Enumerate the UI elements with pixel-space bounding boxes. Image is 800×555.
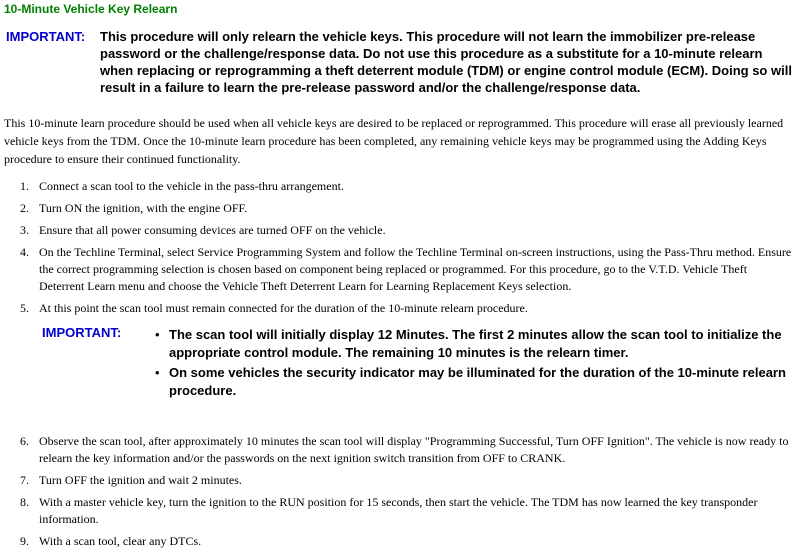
step-text: Ensure that all power consuming devices are turned OFF on the vehicle. <box>39 223 386 237</box>
step-number: 7. <box>20 473 29 487</box>
step-number: 4. <box>20 245 29 259</box>
step-text: At this point the scan tool must remain connected for the duration of the 10-minute relearn procedure. <box>39 301 528 315</box>
procedure-step <box>0 433 800 467</box>
step-number: 1. <box>20 179 29 193</box>
step-text: With a master vehicle key, turn the ignition to the RUN position for 15 seconds, then start the vehicle. The TDM has now learned the key transponder information. <box>39 495 758 526</box>
important-label: IMPORTANT: <box>42 325 122 340</box>
bullet-icon: • <box>155 327 160 342</box>
bullet-item <box>155 364 799 400</box>
page-title: 10-Minute Vehicle Key Relearn <box>4 2 178 16</box>
intro-paragraph: This 10-minute learn procedure should be used when all vehicle keys are desired to be replaced or reprogrammed. This procedure will erase all previously learned vehicle keys from the TDM. Once the 10-minute learn procedure has been completed, any remaining vehicle keys may be programmed using the Adding Keys procedure to ensure their continued functionality. <box>4 116 784 166</box>
procedure-steps-part1 <box>0 178 800 322</box>
step-text: Turn OFF the ignition and wait 2 minutes. <box>39 473 242 487</box>
bullet-icon: • <box>155 365 160 380</box>
procedure-steps-part2 <box>0 433 800 555</box>
procedure-step <box>0 178 800 195</box>
step-text: Connect a scan tool to the vehicle in the pass-thru arrangement. <box>39 179 344 193</box>
important-bullet-list <box>155 326 799 402</box>
important-label: IMPORTANT: <box>6 29 86 44</box>
bullet-item <box>155 326 799 362</box>
procedure-step <box>0 300 800 317</box>
procedure-step <box>0 533 800 550</box>
step-text: Turn ON the ignition, with the engine OFF. <box>39 201 248 215</box>
step-number: 6. <box>20 434 29 448</box>
procedure-step <box>0 222 800 239</box>
step-text: On the Techline Terminal, select Service Programming System and follow the Techline Terminal on-screen instructions, using the Pass-Thru method. Ensure the correct programming selection is chosen based on component being replaced or programmed. For this procedure, go to the V.T.D. Vehicle Theft Deterrent Learn menu and choose the Vehicle Theft Deterrent Learn for Learning Replacement Keys selection. <box>39 245 792 293</box>
procedure-step <box>0 244 800 295</box>
step-number: 3. <box>20 223 29 237</box>
procedure-step <box>0 472 800 489</box>
bullet-text: The scan tool will initially display 12 Minutes. The first 2 minutes allow the scan tool to initialize the appropriate control module. The remaining 10 minutes is the relearn timer. <box>169 327 782 360</box>
bullet-text: On some vehicles the security indicator may be illuminated for the duration of the 10-minute relearn procedure. <box>169 365 786 398</box>
important-text: This procedure will only relearn the vehicle keys. This procedure will not learn the immobilizer pre-release password or the challenge/response data. Do not use this procedure as a substitute for a 10-minute relearn when replacing or reprogramming a theft deterrent module (TDM) or engine control module (ECM). Doing so will result in a failure to learn the pre-release password and/or the challenge/response data. <box>100 29 792 95</box>
step-number: 9. <box>20 534 29 548</box>
procedure-step <box>0 200 800 217</box>
step-text: Observe the scan tool, after approximately 10 minutes the scan tool will display "Programming Successful, Turn OFF Ignition". The vehicle is now ready to relearn the key information and/or the passwords on the next ignition switch transition from OFF to CRANK. <box>39 434 789 465</box>
step-number: 5. <box>20 301 29 315</box>
step-text: With a scan tool, clear any DTCs. <box>39 534 202 548</box>
procedure-step <box>0 494 800 528</box>
step-number: 2. <box>20 201 29 215</box>
step-number: 8. <box>20 495 29 509</box>
